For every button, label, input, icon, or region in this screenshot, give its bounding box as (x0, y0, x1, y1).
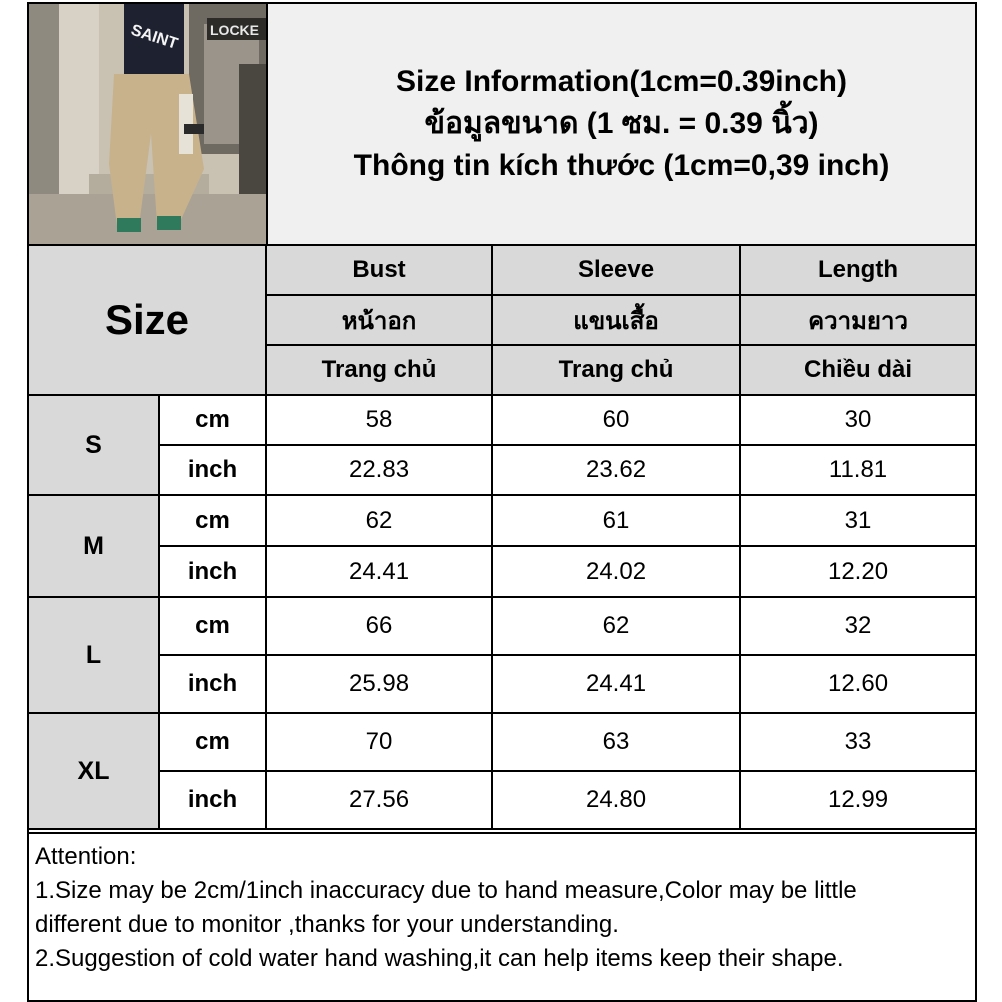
sleeve-value: 24.80 (492, 771, 740, 829)
header-length-thai: ความยาว (740, 295, 975, 345)
bust-value: 24.41 (266, 546, 492, 597)
note-line: 1.Size may be 2cm/1inch inaccuracy due to hand measure,Color may be little (35, 877, 857, 904)
header-bust-thai: หน้าอก (266, 295, 492, 345)
unit-cm: cm (159, 495, 266, 546)
note-line: different due to monitor ,thanks for your understanding. (35, 911, 619, 938)
sleeve-value: 24.41 (492, 655, 740, 713)
table-row (29, 546, 975, 597)
size-info-title (266, 4, 975, 244)
unit-inch: inch (159, 445, 266, 495)
unit-inch: inch (159, 771, 266, 829)
length-value: 33 (740, 713, 975, 771)
header-sleeve-thai: แขนเสื้อ (492, 295, 740, 345)
length-value: 12.60 (740, 655, 975, 713)
length-value: 30 (740, 395, 975, 445)
table-row (29, 655, 975, 713)
header-length: Length (740, 246, 975, 295)
sleeve-value: 60 (492, 395, 740, 445)
bust-value: 62 (266, 495, 492, 546)
table-row (29, 771, 975, 829)
bust-value: 66 (266, 597, 492, 655)
bust-value: 58 (266, 395, 492, 445)
product-photo (29, 4, 266, 244)
table-row (29, 597, 975, 655)
attention-notes (29, 832, 975, 1000)
title-vietnamese: Thông tin kích thước (1cm=0,39 inch) (353, 149, 890, 182)
size-label: S (29, 395, 159, 495)
sleeve-value: 61 (492, 495, 740, 546)
length-value: 12.99 (740, 771, 975, 829)
title-thai: ข้อมูลขนาด (1 ซม. = 0.39 นิ้ว) (424, 107, 819, 140)
table-row (29, 495, 975, 546)
note-line: 2.Suggestion of cold water hand washing,it can help items keep their shape. (35, 945, 844, 972)
table-row (29, 395, 975, 445)
header-sleeve-vietnamese: Trang chủ (492, 345, 740, 395)
table-row (29, 713, 975, 771)
notes-heading: Attention: (35, 843, 137, 870)
title-english: Size Information(1cm=0.39inch) (396, 65, 847, 98)
length-value: 11.81 (740, 445, 975, 495)
size-chart (27, 2, 977, 1002)
sleeve-value: 24.02 (492, 546, 740, 597)
table-row (29, 445, 975, 495)
size-table (29, 246, 975, 830)
size-table-area (29, 244, 975, 832)
bust-value: 27.56 (266, 771, 492, 829)
unit-cm: cm (159, 597, 266, 655)
bust-value: 70 (266, 713, 492, 771)
header-length-vietnamese: Chiều dài (740, 345, 975, 395)
sleeve-value: 63 (492, 713, 740, 771)
size-column-header: Size (29, 246, 266, 395)
bust-value: 25.98 (266, 655, 492, 713)
bust-value: 22.83 (266, 445, 492, 495)
header-bust: Bust (266, 246, 492, 295)
unit-cm: cm (159, 713, 266, 771)
unit-inch: inch (159, 655, 266, 713)
svg-text:SAINT: SAINT (128, 21, 180, 53)
header-sleeve: Sleeve (492, 246, 740, 295)
size-label: L (29, 597, 159, 713)
length-value: 31 (740, 495, 975, 546)
length-value: 32 (740, 597, 975, 655)
sleeve-value: 62 (492, 597, 740, 655)
length-value: 12.20 (740, 546, 975, 597)
size-label: M (29, 495, 159, 597)
unit-cm: cm (159, 395, 266, 445)
header-bust-vietnamese: Trang chủ (266, 345, 492, 395)
unit-inch: inch (159, 546, 266, 597)
size-label: XL (29, 713, 159, 829)
header-row-english (29, 246, 975, 295)
svg-text:LOCKE: LOCKE (210, 22, 259, 38)
sleeve-value: 23.62 (492, 445, 740, 495)
